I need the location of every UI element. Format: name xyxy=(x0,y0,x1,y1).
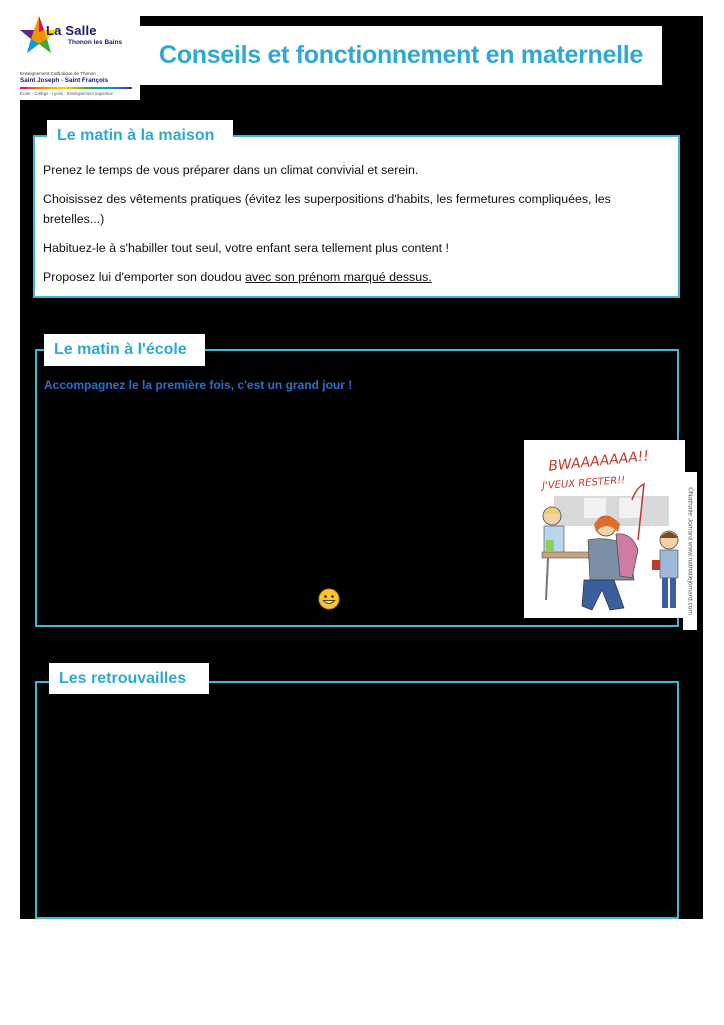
illustration-speech-2: J'VEUX RESTER!! xyxy=(541,475,626,492)
logo-color-stripe xyxy=(20,87,132,89)
maison-paragraph-1: Prenez le temps de vous préparer dans un climat convivial et serein. xyxy=(43,163,419,177)
smiley-icon xyxy=(318,588,340,610)
maison-paragraph-4 xyxy=(43,267,663,287)
maison-paragraph-2: Choisissez des vêtements pratiques (évitez les superpositions d'habits, les fermetures compliquées, les bretelles...) xyxy=(43,192,611,226)
maison-paragraph-4-underlined: avec son prénom marqué dessus. xyxy=(245,270,432,284)
logo-city: Thonon les Bains xyxy=(68,39,123,46)
logo-levels: École · Collège · Lycée · Enseignement Supérieur xyxy=(20,91,113,96)
maison-paragraph-3: Habituez-le à s'habiller tout seul, votre enfant sera tellement plus content ! xyxy=(43,241,449,255)
section-ecole-lead: Accompagnez le la première fois, c'est un grand jour ! xyxy=(44,378,353,392)
section-ecole-heading: Le matin à l'école xyxy=(44,334,205,366)
logo-school-names: Saint Joseph - Saint François xyxy=(20,77,109,84)
illustration-credit: ©Nathalie Jomard www.nathaliejomard.com xyxy=(686,487,694,615)
maison-paragraph-4-start: Proposez lui d'emporter son doudou xyxy=(43,270,246,284)
section-retrouvailles-heading: Les retrouvailles xyxy=(49,663,209,694)
logo-name: La Salle xyxy=(46,23,97,38)
title-banner xyxy=(140,26,662,85)
section-maison-heading: Le matin à la maison xyxy=(47,120,233,151)
illustration-speech-1: BWAAAAAAA!! xyxy=(547,448,650,475)
page-title: Conseils et fonctionnement en maternelle xyxy=(159,41,643,69)
crying-child-illustration xyxy=(524,440,685,618)
section-retrouvailles-panel xyxy=(35,681,679,919)
logo-subtitle: Enseignement Catholique de Thonon xyxy=(20,71,96,76)
section-maison-body xyxy=(43,160,663,296)
illustration-drawing-icon xyxy=(524,440,685,618)
school-logo xyxy=(12,10,140,100)
